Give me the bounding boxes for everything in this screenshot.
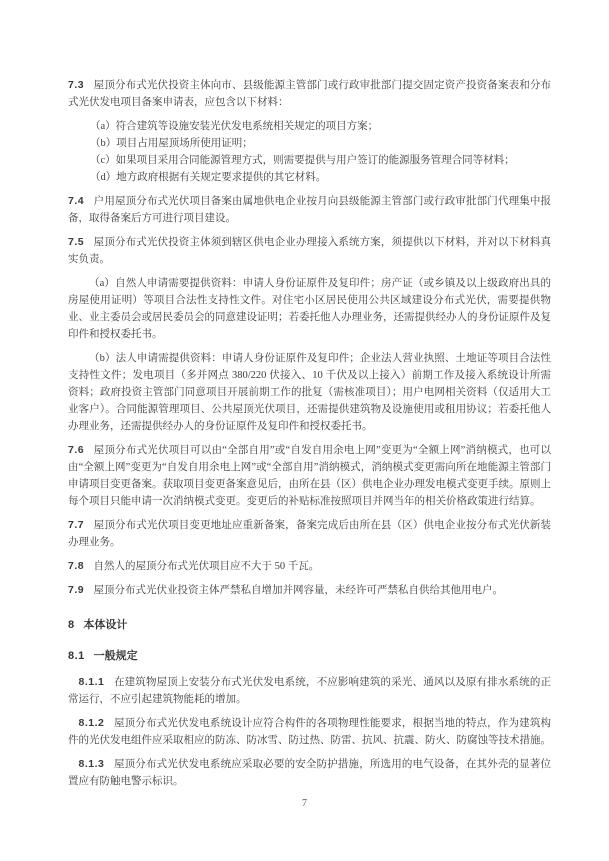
section-8-heading: [68, 617, 551, 634]
clause-7-3-text: 屋顶分布式光伏投资主体向市、县级能源主管部门或行政审批部门提交固定资产投资备案表和分布式光伏发电项目备案申请表，应包含以下材料：: [68, 80, 551, 108]
clause-7-9: [68, 582, 551, 599]
clause-7-6: [68, 442, 551, 510]
list-item-c: （c）如果项目采用合同能源管理方式，则需要提供与用户签订的能源服务管理合同等材料；: [90, 155, 515, 166]
section-8-1-number: 8.1: [68, 650, 85, 662]
list-item-d: （d）地方政府根据有关规定要求提供的其它材料。: [90, 172, 327, 183]
clause-8-1-3-number: 8.1.3: [78, 758, 105, 770]
clause-7-4: [68, 193, 551, 227]
section-8-1-title: 一般规定: [93, 650, 138, 662]
clause-7-6-text: 屋顶分布式光伏项目可以由“全部自用”或“自发自用余电上网”变更为“全额上网”消纳模式，也可以由“全额上网”变更为“自发自用余电上网”或“全部自用”消纳模式，消纳模式变更需向所在地能源主管部门申请项目变更备案。获取项目变更备案意见后，由所在县（区）供电企业办理发电模式变更手续。原则上每个项目只能申请一次消纳模式变更。变更后的补贴标准按照项目并网当年的相关价格政策进行结算。: [68, 445, 551, 507]
clause-7-7: [68, 517, 551, 551]
clause-7-3-number: 7.3: [68, 79, 85, 91]
clause-7-4-text: 户用屋顶分布式光伏项目备案由属地供电企业按月向县级能源主管部门或行政审批部门代理集中报备，取得备案后方可进行项目建设。: [68, 196, 551, 224]
clause-7-5-text: 屋顶分布式光伏投资主体须到辖区供电企业办理接入系统方案，须提供以下材料，并对以下材料真实负责。: [68, 237, 551, 265]
clause-7-9-text: 屋顶分布式光伏业投资主体严禁私自增加并网容量，未经许可严禁私自供给其他用电户。: [93, 585, 504, 596]
clause-7-5-item-b: （b）法人申请需提供资料：申请人身份证原件及复印件；企业法人营业执照、土地证等项目合法性支持性文件；发电项目（多并网点 380/220 伏接入、10 千伏及以上接入）前期工作及接入系统设计所需资料；政府投资主管部门同意项目开展前期工作的批复（需核准项目）；用户电网相关资料（仅适用大工业客户）。合同能源管理项目、公共屋顶光伏项目，还需提供建筑物及设施使用或租用协议；若委托他人办理业务，还需提供经办人的身份证原件及复印件和授权委托书。: [68, 353, 551, 432]
page-number: 7: [302, 798, 307, 809]
clause-7-8: [68, 558, 551, 575]
clause-8-1-2-text: 屋顶分布式光伏发电系统设计应符合构件的各项物理性能要求，根据当地的特点，作为建筑构件的光伏发电组件应采取相应的防冻、防冰雪、防过热、防雷、抗风、抗震、防火、防腐蚀等技术措施。: [68, 718, 551, 746]
clause-8-1-1-text: 在建筑物屋顶上安装分布式光伏发电系统，不应影响建筑的采光、通风以及原有排水系统的正常运行，不应引起建筑物能耗的增加。: [68, 677, 551, 705]
clause-8-1-1-number: 8.1.1: [78, 676, 105, 688]
clause-7-8-text: 自然人的屋顶分布式光伏项目应不大于 50 千瓦。: [93, 561, 320, 572]
clause-8-1-1: [68, 674, 551, 708]
clause-8-1-2-number: 8.1.2: [78, 717, 105, 729]
clause-7-3-list: [68, 118, 551, 186]
section-8-1-heading: [68, 648, 551, 665]
clause-7-3: [68, 77, 551, 111]
clause-7-5-number: 7.5: [68, 236, 85, 248]
clause-7-7-text: 屋顶分布式光伏项目变更地址应重新备案，备案完成后由所在县（区）供电企业按分布式光伏新装办理业务。: [68, 520, 551, 548]
clause-8-1-2: [68, 715, 551, 749]
clause-7-6-number: 7.6: [68, 444, 85, 456]
clause-7-5-item-a: （a）自然人申请需要提供资料：申请人身份证原件及复印件；房产证（或乡镇及以上级政府出具的房屋使用证明）等项目合法性支持性文件。对住宅小区居民使用公共区域建设分布式光伏，需要提供物业、业主委员会或居民委员会的同意建设证明；若委托他人办理业务，还需提供经办人的身份证原件及复印件和授权委托书。: [68, 278, 551, 340]
clause-7-4-number: 7.4: [68, 195, 85, 207]
list-item-a: （a）符合建筑等设施安装光伏发电系统相关规定的项目方案；: [90, 121, 379, 132]
document-body: [68, 77, 551, 790]
clause-7-5: [68, 234, 551, 268]
clause-7-7-number: 7.7: [68, 519, 85, 531]
section-8-title: 本体设计: [83, 619, 128, 631]
list-item-b: （b）项目占用屋顶场所使用证明；: [90, 138, 253, 149]
clause-8-1-3-text: 屋顶分布式光伏发电系统应采取必要的安全防护措施，所选用的电气设备，在其外壳的显著位置应有防触电警示标识。: [68, 759, 551, 787]
clause-7-8-number: 7.8: [68, 560, 85, 572]
clause-8-1-3: [68, 756, 551, 790]
clause-7-9-number: 7.9: [68, 584, 85, 596]
section-8-number: 8: [68, 619, 75, 631]
